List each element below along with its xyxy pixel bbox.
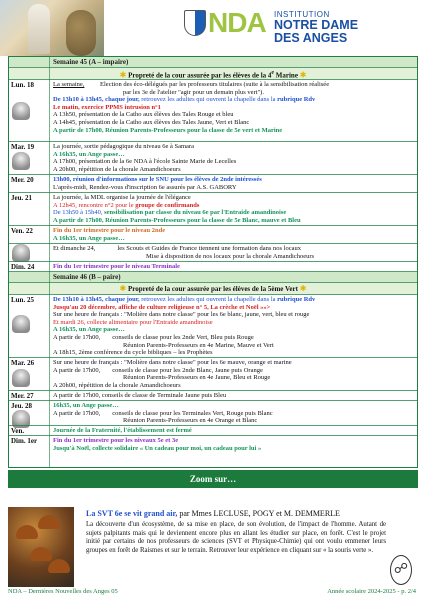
- mushroom-photo: [8, 507, 74, 587]
- school-name-line-2: DES ANGES: [274, 31, 348, 45]
- day-label: Lun. 25: [11, 296, 34, 304]
- week-header-46: Semaine 46 (B – paire): [9, 272, 417, 282]
- day-label: Mer. 20: [11, 176, 34, 184]
- angel-icon: [12, 244, 30, 262]
- day-row-mar-26: Mar. 26 Sur une heure de français : "Molière dans notre classe" pour les 6e mauve, orange et marine A partir de 17h00, conseils de classe pour les 2nde Blanc, Jaune puis Orange Réunion Parents-Professeurs en 4e Jaune, Bleu et Rouge A 20h00, répétition de la chorale Amandichoeurs: [11, 359, 292, 389]
- footer-left: NDA – Dernières Nouvelles des Anges 05: [8, 588, 118, 595]
- day-row-lun-18: Lun. 18 La semaine, Election des éco-délégués par les professeurs titulaires (suite à la sensibilisation réalisée par les 3e de l'atelier "agir pour un demain plus vert"). De 13h10 à 13h45, chaque jour, retrouvez les adultes qui ouvrent la chapelle dans la rubrique Rdv Le matin, exercice PPMS intrusion n°1 A 13h50, présentation de la Catho aux élèves des Tales Rouge et bleu A 14h45, présentation de la Catho aux élèves des Tales Jaune, Vert et Blanc A partir de 17h00, Réunion Parents-Professeurs pour la classe de 5e vert et Marine: [11, 81, 330, 134]
- cleaning-row-45: ✱ Propreté de la cour assurée par les élèves de la 4e Marine ✱: [9, 68, 417, 79]
- day-row-ven-29: Ven. Journée de la Fraternité, l'établissement est fermé: [11, 427, 192, 435]
- day-row-sam-23: Et dimanche 24, les Scouts et Guides de France tiennent une formation dans nos locaux Mise à disposition de nos locaux pour la chorale Amandichoeurs: [9, 244, 417, 261]
- angel-statue-icon: [12, 315, 30, 333]
- day-label: Jeu. 21: [11, 194, 32, 202]
- day-label: Dim. 1er: [11, 437, 38, 445]
- day-label: Jeu. 28: [11, 402, 32, 410]
- school-crest-icon: [184, 10, 206, 36]
- footer-right: Année scolaire 2024-2025 - p. 2/4: [327, 588, 416, 595]
- statue-image: [28, 4, 50, 54]
- article-body: La découverte d'un écosystème, de sa mise en place, de son évolution, de l'impact de l'homme. Autant de sujets palpitants mais qui le deviennent encore plus en allant les étudier sur place, en forêt. C'est le projet initié par certains de nos professeurs de sciences (SVT et Physique-Chimie) qui ont voulu emmener leurs groupes en forêt de Raismes et sur le terrain. Retrouver leur expérience en cliquant sur « la souris verte ».: [86, 521, 386, 554]
- rubrique-rdv-link[interactable]: rubrique Rdv: [277, 96, 316, 104]
- day-row-mar-19: Mar. 19 La journée, sortie pédagogique du niveau 6e à Samara A 16h35, un Ange passe… A 17h00, présentation de la 6e NDA à l'école Sainte Marie de Lecelles A 20h00, répétition de la chorale Amandichoeurs: [11, 143, 237, 173]
- tree-image: [66, 10, 96, 56]
- angel-statue-icon: [12, 102, 30, 120]
- day-label: Lun. 18: [11, 81, 34, 89]
- article-title: La SVT 6e se vit grand air, par Mmes LECLUSE, POGY et M. DEMMERLE: [86, 509, 340, 518]
- star-icon: ✱: [119, 284, 127, 293]
- day-row-dim-24: Dim. 24 Fin du 1er trimestre pour le niveau Terminale: [11, 263, 180, 271]
- logo-school-name: [274, 19, 358, 45]
- rubrique-rdv-link[interactable]: rubrique Rdv: [277, 296, 316, 303]
- green-mouse-icon[interactable]: ☍: [390, 555, 412, 585]
- logo-institution-label: INSTITUTION: [274, 10, 330, 19]
- day-label: Mer. 27: [11, 392, 34, 400]
- logo-nda: NDA: [208, 7, 266, 38]
- day-row-jeu-21: Jeu. 21 La journée, la MDL organise la journée de l'élégance A 12h45, rencontre n°2 pour le groupe de confirmands De 13h50 à 15h40, sensibilisation par classe du niveau 6e par l'Entraide amandinoise A partir de 17h00, Réunion Parents-Professeurs pour la classe de 5e Blanc, mauve et Bleu: [11, 194, 301, 224]
- star-icon: ✱: [119, 70, 127, 80]
- day-label: Dim. 24: [11, 263, 35, 271]
- angel-icon: [12, 369, 30, 387]
- day-row-dim-1: Dim. 1er Fin du 1er trimestre pour les niveaux 5e et 3e Jusqu'à Noël, collecte solidaire « Un cadeau pour moi, un cadeau pour lui »: [11, 437, 262, 452]
- day-row-mer-27: Mer. 27 A partir de 17h00, conseils de classe de Terminale Jaune puis Bleu: [11, 392, 227, 400]
- day-row-jeu-28: Jeu. 28 16h35, un Ange passe… A partir de 17h00, conseils de classe pour les Terminales Vert, Rouge puis Blanc Réunion Parents-Professeurs en 4e Orange et Blanc: [9, 401, 417, 425]
- day-row-lun-25: Lun. 25 De 13h10 à 13h45, chaque jour, retrouvez les adultes qui ouvrent la chapelle dans la rubrique Rdv Jusqu'au 20 décembre, affiche de culture religieuse n° 5, La crèche et Noël »»> Sur une heure de français : "Molière dans notre classe" pour les 6e blanc, jaune, vert, bleu et rouge Et mardi 26, collecte alimentaire pour l'Entraide amandinoise A 16h35, un Ange passe… A partir de 17h00, conseils de classe pour les 2nde Vert, Bleu puis Rouge Réunion Parents-Professeurs en 4e Marine, Mauve et Vert A 18h15, 2ème conférence du cycle bibliques – les Prophètes: [11, 296, 316, 357]
- day-label: Ven.: [11, 427, 25, 435]
- day-row-mer-20: Mer. 20 13h00, réunion d'informations sur le SNU pour les élèves de 2nde intéressés L'après-midi, Rendez-vous d'inscription 6e assurés par A.S. GABORY: [11, 176, 262, 191]
- calendar-table: [8, 56, 418, 468]
- angel-icon: [12, 152, 30, 170]
- day-label: Mar. 19: [11, 143, 35, 151]
- star-icon: ✱: [299, 284, 307, 293]
- school-name-line-1: NOTRE DAME: [274, 18, 359, 32]
- day-label: Ven. 22: [11, 227, 33, 235]
- star-icon: ✱: [299, 70, 307, 80]
- zoom-banner: Zoom sur…: [8, 470, 418, 488]
- week-header-45: Semaine 45 (A – impaire): [9, 57, 417, 67]
- day-label: Mar. 26: [11, 359, 35, 367]
- cleaning-row-46: ✱ Propreté de la cour assurée par les élèves de la 5ème Vert ✱: [9, 283, 417, 294]
- day-row-ven-22: Ven. 22 Fin du 1er trimestre pour le niveau 2nde A 16h35, un Ange passe…: [11, 227, 166, 242]
- header-photo: [0, 0, 104, 56]
